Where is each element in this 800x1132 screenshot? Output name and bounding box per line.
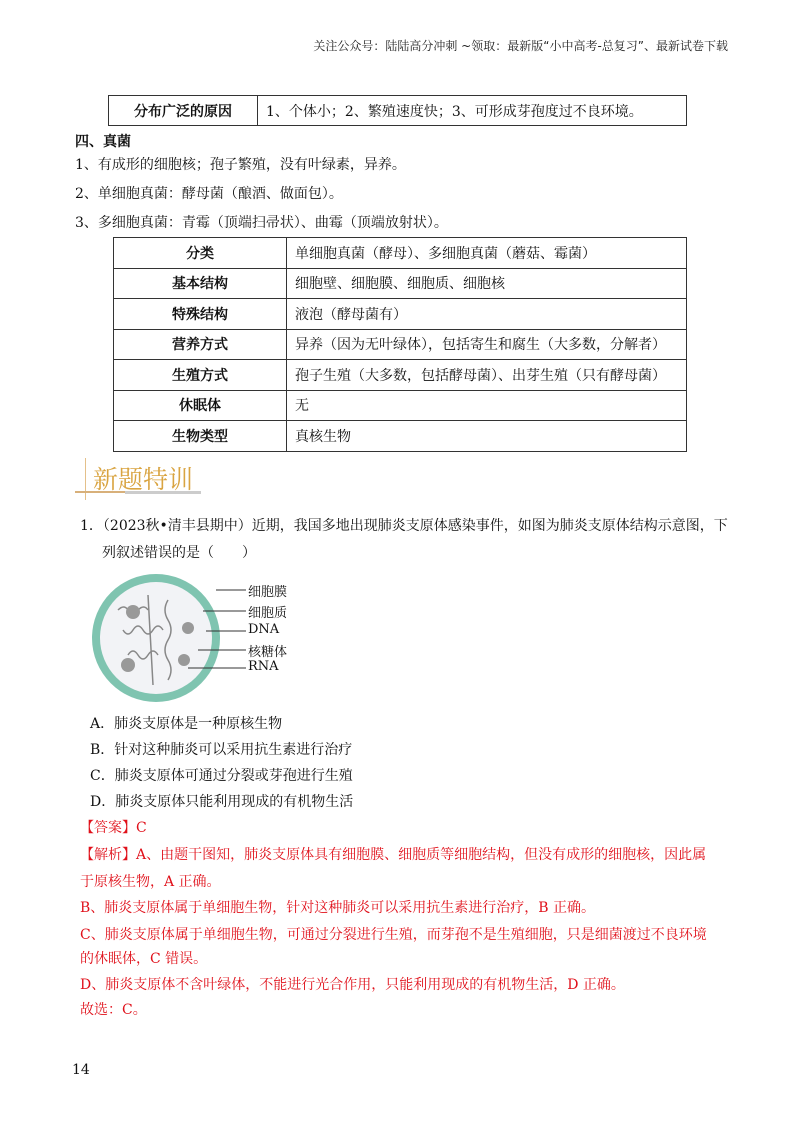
analysis-line: 于原核生物，A 正确。	[80, 874, 221, 890]
ribosome	[121, 658, 135, 672]
table-value: 真核生物	[287, 421, 687, 452]
table-row	[114, 329, 687, 360]
figure-label: 核糖体	[248, 645, 288, 660]
section-title: 四、真菌	[75, 134, 131, 150]
point: 1、有成形的细胞核；孢子繁殖，没有叶绿素，异养。	[75, 157, 406, 173]
figure-label: DNA	[248, 622, 280, 637]
ribosome	[182, 622, 194, 634]
page-header: 关注公众号：陆陆高分冲刺 ~领取：最新版“小中高考-总复习”、最新试卷下载	[313, 39, 728, 53]
point: 3、多细胞真菌：青霉（顶端扫帚状）、曲霉（顶端放射状）。	[75, 215, 448, 231]
table-value: 异养（因为无叶绿体），包括寄生和腐生（大多数，分解者）	[287, 329, 687, 360]
ribosome	[178, 654, 190, 666]
ribosome	[126, 605, 140, 619]
analysis-line: 的休眠体，C 错误。	[80, 951, 208, 967]
figure-label: 细胞质	[248, 606, 288, 621]
table-value: 细胞壁、细胞膜、细胞质、细胞核	[287, 268, 687, 299]
table-row	[114, 268, 687, 299]
table-key: 分类	[114, 238, 287, 269]
table-row	[109, 96, 687, 126]
question-text: 1．（2023秋•清丰县期中）近期，我国多地出现肺炎支原体感染事件，如图为肺炎支原体结构示意图，下	[80, 518, 728, 534]
table-row	[114, 299, 687, 330]
answer-label: 【答案】C	[80, 820, 147, 836]
table-value: 1、个体小；2、繁殖速度快；3、可形成芽孢度过不良环境。	[258, 96, 687, 126]
banner-title: 新题特训	[93, 465, 194, 494]
question-text: 列叙述错误的是（ ）	[102, 545, 256, 561]
distribution-table	[108, 95, 687, 126]
fungi-table	[113, 237, 687, 452]
figure-label: 细胞膜	[248, 585, 288, 600]
table-row	[114, 238, 687, 269]
option-d: D．肺炎支原体只能利用现成的有机物生活	[90, 794, 354, 810]
option-a: A．肺炎支原体是一种原核生物	[90, 716, 283, 732]
table-value: 孢子生殖（大多数，包括酵母菌）、出芽生殖（只有酵母菌）	[287, 360, 687, 391]
table-row	[114, 421, 687, 452]
option-c: C．肺炎支原体可通过分裂或芽孢进行生殖	[90, 768, 353, 784]
table-key: 基本结构	[114, 268, 287, 299]
cytoplasm	[100, 582, 212, 694]
table-value: 无	[287, 390, 687, 421]
table-row	[114, 360, 687, 391]
table-key: 分布广泛的原因	[109, 96, 258, 126]
analysis-line: 故选：C。	[80, 1002, 147, 1018]
analysis-line: 【解析】A、由题干图知，肺炎支原体具有细胞膜、细胞质等细胞结构，但没有成形的细胞核，因此属	[80, 847, 707, 863]
table-value: 液泡（酵母菌有）	[287, 299, 687, 330]
point: 2、单细胞真菌：酵母菌（酿酒、做面包）。	[75, 186, 343, 202]
table-key: 休眠体	[114, 390, 287, 421]
table-row	[114, 390, 687, 421]
table-value: 单细胞真菌（酵母）、多细胞真菌（蘑菇、霉菌）	[287, 238, 687, 269]
option-b: B．针对这种肺炎可以采用抗生素进行治疗	[90, 742, 353, 758]
analysis-line: D、肺炎支原体不含叶绿体，不能进行光合作用，只能利用现成的有机物生活，D 正确。	[80, 977, 625, 993]
analysis-line: B、肺炎支原体属于单细胞生物，针对这种肺炎可以采用抗生素进行治疗，B 正确。	[80, 900, 596, 916]
figure-label: RNA	[248, 659, 279, 674]
table-key: 生物类型	[114, 421, 287, 452]
analysis-line: C、肺炎支原体属于单细胞生物，可通过分裂进行生殖，而芽孢不是生殖细胞，只是细菌渡过不良环境	[80, 927, 707, 943]
table-key: 营养方式	[114, 329, 287, 360]
section-banner	[75, 458, 205, 498]
table-key: 生殖方式	[114, 360, 287, 391]
page-number: 14	[72, 1062, 90, 1078]
mycoplasma-figure	[88, 570, 308, 710]
table-key: 特殊结构	[114, 299, 287, 330]
